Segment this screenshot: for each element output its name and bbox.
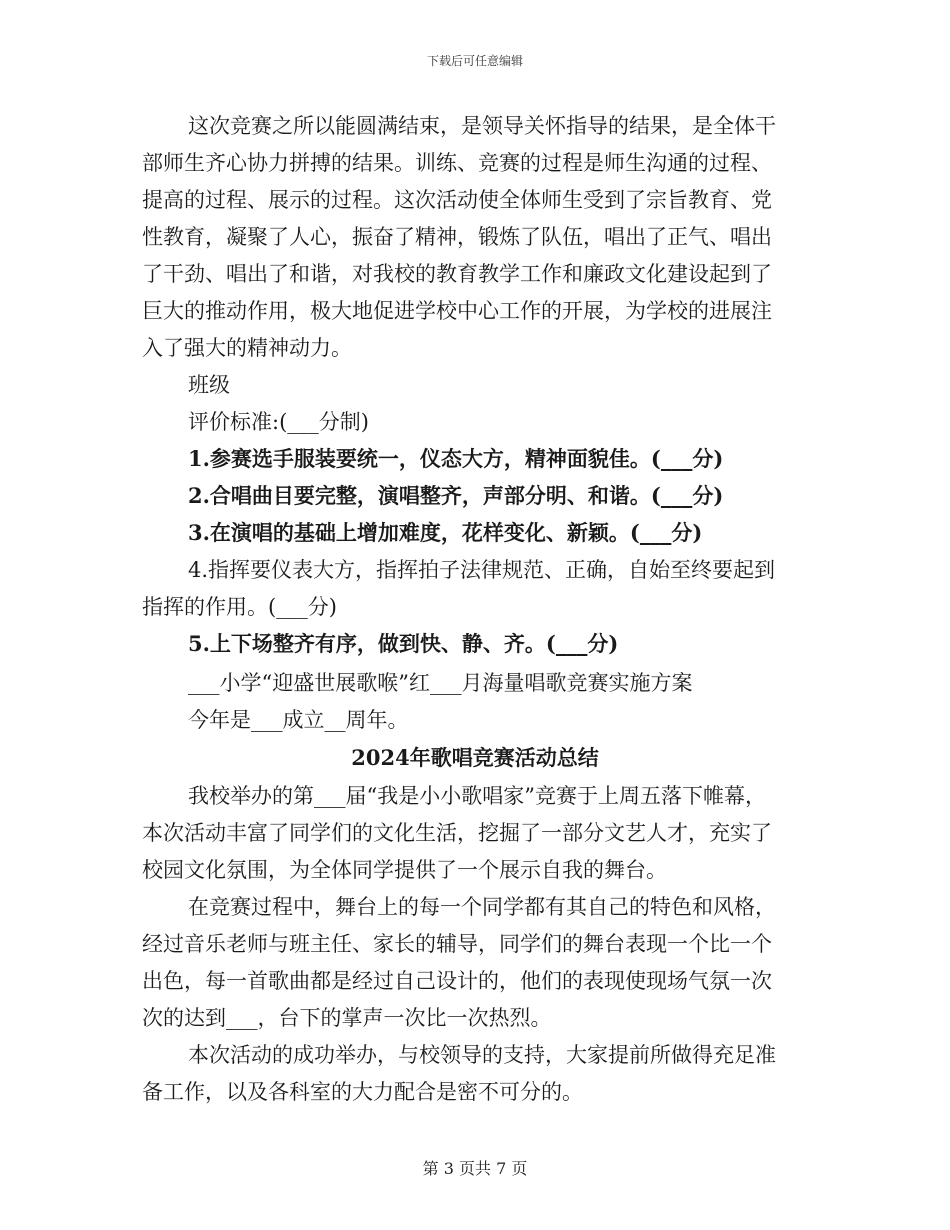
- page-footer: 第 3 页共 7 页: [422, 1159, 528, 1178]
- section-title: 2024年歌唱竞赛活动总结: [351, 745, 599, 770]
- summary-p1-line: 本次活动丰富了同学们的文化生活，挖掘了一部分文艺人才，充实了: [142, 821, 772, 845]
- plan-title-line: ___小学“迎盛世展歌喉”红___月海量唱歌竞赛实施方案: [188, 671, 693, 695]
- para1-line: 这次竞赛之所以能圆满结束，是领导关怀指导的结果，是全体干: [188, 114, 776, 138]
- criterion-item: 3.在演唱的基础上增加难度，花样变化、新颖。(___分): [188, 520, 703, 545]
- summary-p3-line: 本次活动的成功举办，与校领导的支持，大家提前所做得充足准: [188, 1043, 776, 1067]
- summary-p1-line: 校园文化氛围，为全体同学提供了一个展示自我的舞台。: [142, 858, 667, 882]
- para1-line: 性教育，凝聚了人心，振奋了精神，锻炼了队伍，唱出了正气、唱出: [142, 225, 772, 249]
- para1-line: 部师生齐心协力拼搏的结果。训练、竞赛的过程是师生沟通的过程、: [142, 151, 772, 175]
- summary-p2-line: 在竞赛过程中，舞台上的每一个同学都有其自己的特色和风格，: [188, 895, 776, 919]
- para1-line: 入了强大的精神动力。: [142, 336, 352, 360]
- summary-p3-line: 备工作，以及各科室的大力配合是密不可分的。: [142, 1080, 583, 1104]
- criterion-item-continued: 指挥的作用。(___分): [142, 595, 337, 619]
- criterion-item: 2.合唱曲目要完整，演唱整齐，声部分明、和谐。(___分): [188, 483, 724, 508]
- criterion-item: 5.上下场整齐有序，做到快、静、齐。(___分): [188, 631, 619, 656]
- para1-line: 了干劲、唱出了和谐，对我校的教育教学工作和廉政文化建设起到了: [142, 262, 772, 286]
- year-line: 今年是___成立__周年。: [188, 708, 409, 732]
- summary-p2-line: 次的达到___，台下的掌声一次比一次热烈。: [142, 1006, 552, 1030]
- summary-p2-line: 经过音乐老师与班主任、家长的辅导，同学们的舞台表现一个比一个: [142, 932, 772, 956]
- criteria-label: 评价标准:(___分制): [188, 410, 369, 434]
- class-label: 班级: [188, 373, 230, 397]
- summary-p1-line: 我校举办的第___届“我是小小歌唱家”竞赛于上周五落下帷幕，: [188, 784, 766, 808]
- para1-line: 巨大的推动作用，极大地促进学校中心工作的开展，为学校的进展注: [142, 299, 772, 323]
- summary-p2-line: 出色，每一首歌曲都是经过自己设计的，他们的表现使现场气氛一次: [142, 969, 772, 993]
- criterion-item: 4.指挥要仪表大方，指挥拍子法律规范、正确，自始至终要起到: [188, 558, 776, 582]
- para1-line: 提高的过程、展示的过程。这次活动使全体师生受到了宗旨教育、党: [142, 188, 772, 212]
- criterion-item: 1.参赛选手服装要统一，仪态大方，精神面貌佳。(___分): [188, 446, 724, 471]
- page-header: 下载后可任意编辑: [426, 54, 523, 68]
